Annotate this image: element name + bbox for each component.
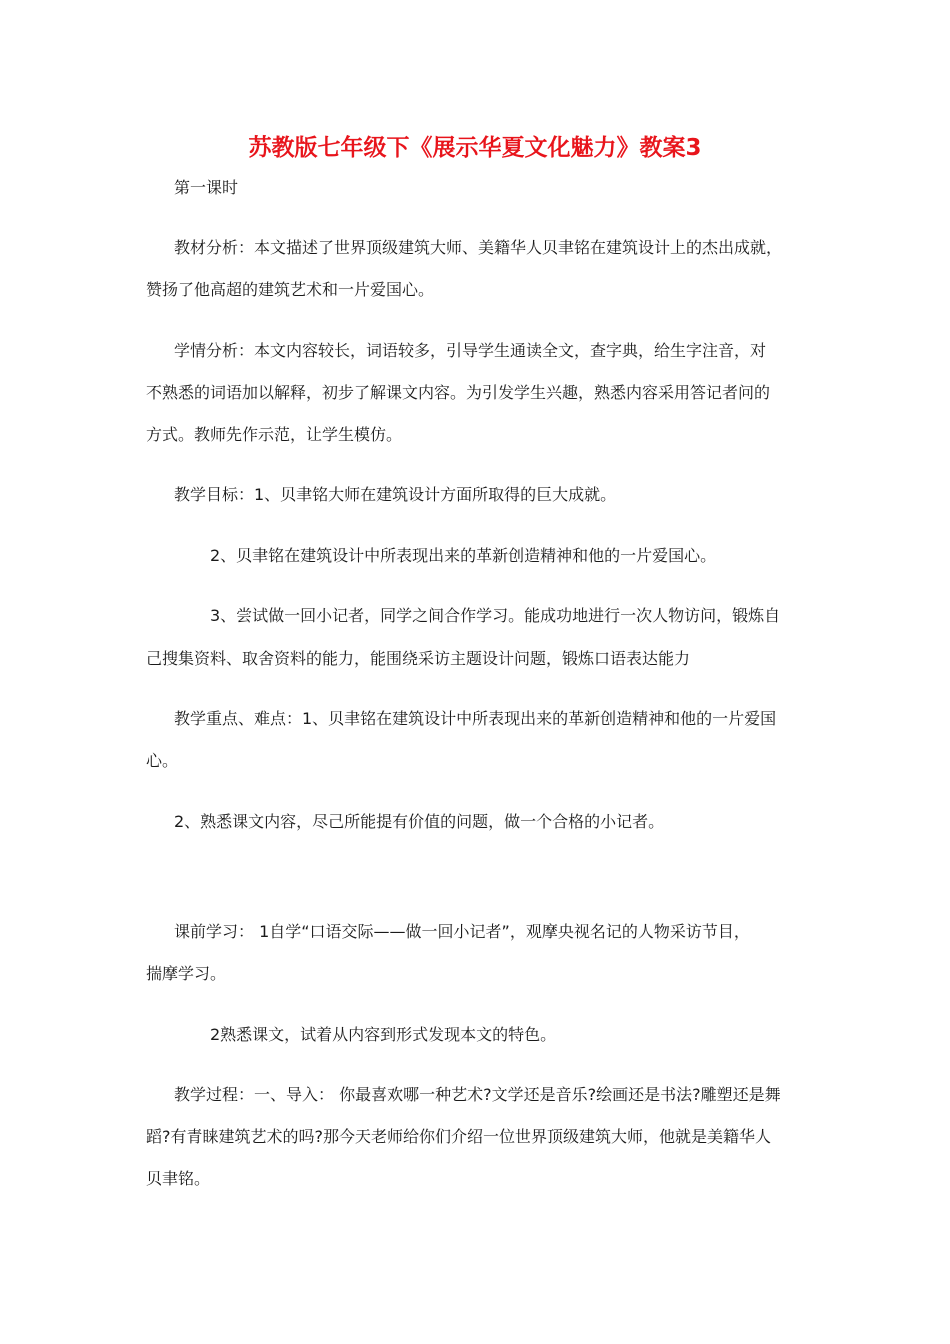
period-label: 第一课时 [174, 178, 239, 197]
student-analysis-line-2: 不熟悉的词语加以解释，初步了解课文内容。为引发学生兴趣，熟悉内容采用答记者问的 [146, 383, 771, 402]
pre-study-2: 2熟悉课文，试着从内容到形式发现本文的特色。 [210, 1025, 557, 1044]
teaching-process-line-3: 贝聿铭。 [146, 1169, 211, 1188]
teaching-process-line-2: 蹈?有青睐建筑艺术的吗?那今天老师给你们介绍一位世界顶级建筑大师，他就是美籍华人 [146, 1127, 771, 1146]
pre-study-1-line-2: 揣摩学习。 [146, 964, 227, 983]
teaching-goal-3-line-2: 己搜集资料、取舍资料的能力，能围绕采访主题设计问题，锻炼口语表达能力 [146, 649, 691, 668]
teaching-goal-3-line-1: 3、尝试做一回小记者，同学之间合作学习。能成功地进行一次人物访问，锻炼自 [210, 606, 781, 625]
teaching-goal-2: 2、贝聿铭在建筑设计中所表现出来的革新创造精神和他的一片爱国心。 [210, 546, 717, 565]
student-analysis-line-1: 学情分析：本文内容较长，词语较多，引导学生通读全文，查字典，给生字注音，对 [174, 341, 767, 360]
material-analysis-line-2: 赞扬了他高超的建筑艺术和一片爱国心。 [146, 280, 435, 299]
key-point-1-line-2: 心。 [146, 751, 179, 770]
material-analysis-line-1: 教材分析：本文描述了世界顶级建筑大师、美籍华人贝聿铭在建筑设计上的杰出成就， [174, 238, 783, 257]
pre-study-1-line-1: 课前学习： 1自学“口语交际——做一回小记者”，观摩央视名记的人物采访节目， [174, 922, 750, 941]
document-title: 苏教版七年级下《展示华夏文化魅力》教案3 [248, 135, 702, 161]
teaching-process-line-1: 教学过程：一、导入： 你最喜欢哪一种艺术?文学还是音乐?绘画还是书法?雕塑还是舞 [174, 1085, 781, 1104]
teaching-goal-1: 教学目标：1、贝聿铭大师在建筑设计方面所取得的巨大成就。 [174, 485, 617, 504]
key-point-2: 2、熟悉课文内容，尽己所能提有价值的问题，做一个合格的小记者。 [174, 812, 665, 831]
key-point-1-line-1: 教学重点、难点：1、贝聿铭在建筑设计中所表现出来的革新创造精神和他的一片爱国 [174, 709, 777, 728]
student-analysis-line-3: 方式。教师先作示范，让学生模仿。 [146, 425, 403, 444]
